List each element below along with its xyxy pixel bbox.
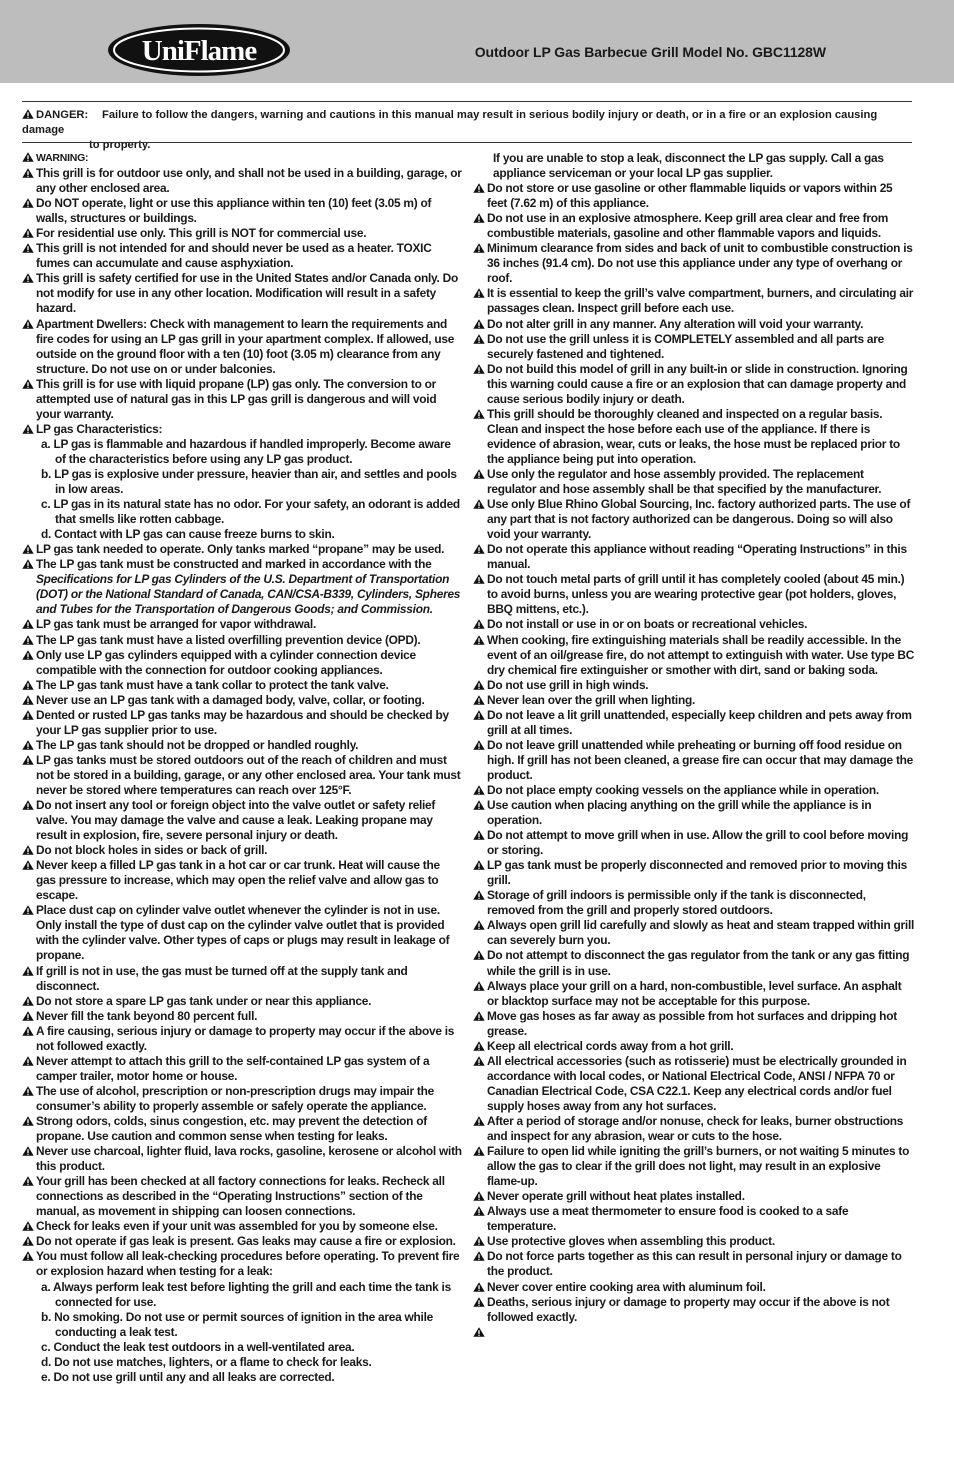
warning-icon [473,980,485,990]
warning-item: After a period of storage and/or nonuse, check for leaks, burner obstructions and inspect for any abrasion, wear or cuts to the hose. [473,1114,915,1144]
warning-icon [22,1175,34,1185]
warning-item: Never cover entire cooking area with aluminum foil. [473,1280,915,1295]
warning-icon [22,1115,34,1125]
warning-icon [22,197,34,207]
warning-item: Never use charcoal, lighter fluid, lava rocks, gasoline, kerosene or alcohol with this product. [22,1144,462,1174]
warning-item: Do not operate this appliance without reading “Operating Instructions” in this manual. [473,542,915,572]
warning-item: Minimum clearance from sides and back of unit to combustible construction is 36 inches (91.4 cm). Do not use this appliance under any type of overhang or roof. [473,241,915,286]
warnings-left-column [22,151,462,1385]
warning-item: Do not attempt to move grill when in use. Allow the grill to cool before moving or storing. [473,828,915,858]
warning-item: This grill is for outdoor use only, and shall not be used in a building, garage, or any other enclosed area. [22,166,462,196]
warning-item: Do not leave a lit grill unattended, especially keep children and pets away from grill at all times. [473,708,915,738]
warning-item: Do not operate if gas leak is present. Gas leaks may cause a fire or explosion. [22,1234,462,1249]
warning-icon [473,829,485,839]
danger-label: DANGER: [36,109,89,121]
warning-item: Strong odors, colds, sinus congestion, etc. may prevent the detection of propane. Use caution and common sense when testing for leaks. [22,1114,462,1144]
warning-icon [22,649,34,659]
warning-item: Do not force parts together as this can result in personal injury or damage to the product. [473,1249,915,1279]
warning-item: LP gas tank must be arranged for vapor withdrawal. [22,617,462,632]
warning-icon [22,1010,34,1020]
warning-icon [473,709,485,719]
warning-item: LP gas tanks must be stored outdoors out of the reach of children and must not be stored in a building, garage, or any other enclosed area. Your tank must never be stored where temperatures can reach over 125°F. [22,753,462,798]
warning-icon [22,1145,34,1155]
warning-item: Use only the regulator and hose assembly provided. The replacement regulator and hose assembly shall be that specified by the manufacturer. [473,467,915,497]
warning-icon [473,949,485,959]
warning-icon [22,152,34,162]
warning-item [473,1325,915,1340]
warning-icon [22,1250,34,1260]
page-title: Outdoor LP Gas Barbecue Grill Model No. GBC1128W [474,44,826,60]
dot-specification-title: Specifications for LP gas Cylinders of the U.S. Department of Transportation (DOT) or the National Standard of Canada, CAN/CSA-B339, Cylinders, Spheres and Tubes for the Transportation of Dangerous Goods; and Commission. [36,572,461,617]
warning-item: All electrical accessories (such as rotisserie) must be electrically grounded in accordance with local codes, or National Electrical Code, ANSI / NFPA 70 or Canadian Electrical Code, CSA C22.1. Keep any electrical cords and/or fuel supply hoses away from any hot surfaces. [473,1054,915,1114]
warning-icon [473,1205,485,1215]
warning-icon [22,709,34,719]
warning-item: Do not attempt to disconnect the gas regulator from the tank or any gas fitting while the grill is in use. [473,948,915,978]
danger-line-2: to property. [89,139,151,151]
warning-icon [22,1085,34,1095]
warning-item: LP gas Characteristics: [22,422,462,437]
warning-icon [22,109,34,119]
warning-icon [473,634,485,644]
warning-item: Do not store a spare LP gas tank under or near this appliance. [22,994,462,1009]
warning-icon [22,679,34,689]
warning-icon [473,287,485,297]
warning-item: The LP gas tank must have a listed overfilling prevention device (OPD). [22,633,462,648]
warning-item: Always open grill lid carefully and slowly as heat and steam trapped within grill can severely burn you. [473,918,915,948]
warning-item: Never keep a filled LP gas tank in a hot car or car trunk. Heat will cause the gas pressure to increase, which may open the relief valve and allow gas to escape. [22,858,462,903]
warning-icon [22,965,34,975]
warning-item: It is essential to keep the grill’s valve compartment, burners, and circulating air passages clean. Inspect grill before each use. [473,286,915,316]
warning-heading: WARNING: [22,151,462,166]
warning-icon [473,1281,485,1291]
warning-icon [22,995,34,1005]
warning-item: Move gas hoses as far away as possible from hot surfaces and dripping hot grease. [473,1009,915,1039]
warning-icon [22,227,34,237]
warning-icon [22,1025,34,1035]
warning-subitem: a. Always perform leak test before lighting the grill and each time the tank is connected for use. [41,1279,451,1309]
warning-item: Use protective gloves when assembling this product. [473,1234,915,1249]
warning-icon [22,242,34,252]
warning-icon [22,558,34,568]
warning-subitem: b. No smoking. Do not use or permit sources of ignition in the area while conducting a leak test. [41,1309,434,1339]
warning-icon [473,618,485,628]
warning-icon [22,1055,34,1065]
warning-item: This grill is for use with liquid propane (LP) gas only. The conversion to or attempted use of natural gas in this LP gas grill is dangerous and will void your warranty. [22,377,462,422]
warning-icon [22,378,34,388]
warning-item: LP gas tank needed to operate. Only tanks marked “propane” may be used. [22,542,462,557]
warning-icon [473,859,485,869]
warning-icon [22,799,34,809]
warning-icon [22,694,34,704]
warning-item: A fire causing, serious injury or damage to property may occur if the above is not followed exactly. [22,1024,462,1054]
warning-icon [22,318,34,328]
warning-icon [473,242,485,252]
warning-subitem: c. Conduct the leak test outdoors in a well-ventilated area. [41,1339,355,1354]
danger-text: Failure to follow the dangers, warning and cautions in this manual may result in serious bodily injury or death, or in a fire or an explosion causing damage [22,109,878,136]
warning-item: Do not leave grill unattended while preheating or burning off food residue on high. If grill has not been cleaned, a grease fire can occur that may damage the product. [473,738,915,783]
warning-icon [22,1220,34,1230]
danger-line-1 [22,108,912,138]
warning-icon [473,889,485,899]
warning-item: Never use an LP gas tank with a damaged body, valve, collar, or footing. [22,693,462,708]
warning-icon [22,634,34,644]
warning-item: Use caution when placing anything on the grill while the appliance is in operation. [473,798,915,828]
warning-item: You must follow all leak-checking procedures before operating. To prevent fire or explosion hazard when testing for a leak: [22,1249,462,1279]
warning-item: Always place your grill on a hard, non-combustible, level surface. An asphalt or blacktop surface may not be acceptable for this purpose. [473,979,915,1009]
warning-icon [473,679,485,689]
divider-top [22,101,912,102]
warning-item: This grill is not intended for and should never be used as a heater. TOXIC fumes can accumulate and cause asphyxiation. [22,241,462,271]
warning-item: For residential use only. This grill is NOT for commercial use. [22,226,462,241]
warning-item: Place dust cap on cylinder valve outlet whenever the cylinder is not in use. Only install the type of dust cap on the cylinder valve outlet that is provided with the cylinder valve. Other types of caps or plugs may result in leakage of propane. [22,903,462,963]
warning-continuation: If you are unable to stop a leak, disconnect the LP gas supply. Call a gas appliance serviceman or your local LP gas supplier. [493,151,884,181]
warning-item: LP gas tank must be properly disconnected and removed prior to moving this grill. [473,858,915,888]
warning-item: Do not use in an explosive atmosphere. Keep grill area clear and free from combustible materials, gasoline and other flammable vapors and liquids. [473,211,915,241]
warning-icon [473,182,485,192]
warning-icon [473,1115,485,1125]
warning-icon [473,1055,485,1065]
warning-icon [473,1190,485,1200]
warning-item: When cooking, fire extinguishing materials shall be readily accessible. In the event of an oil/grease fire, do not attempt to extinguish with water. Use type BC dry chemical fire extinguisher or smother with dirt, sand or baking soda. [473,633,915,678]
warning-item: Do not use grill in high winds. [473,678,915,693]
warning-icon [473,1235,485,1245]
warning-item: Do not store or use gasoline or other flammable liquids or vapors within 25 feet (7.62 m) of this appliance. [473,181,915,211]
warning-icon [22,618,34,628]
warning-icon [473,919,485,929]
warning-icon [473,1296,485,1306]
warning-icon [473,318,485,328]
warning-icon [473,1250,485,1260]
warning-icon [473,408,485,418]
warning-icon [473,694,485,704]
warning-item: Use only Blue Rhino Global Sourcing, Inc. factory authorized parts. The use of any part that is not factory authorized can be dangerous. Doing so will also void your warranty. [473,497,915,542]
page-header [0,0,954,83]
warning-subitem: a. LP gas is flammable and hazardous if handled improperly. Become aware of the characteristics before using any LP gas product. [41,436,451,466]
warning-item: Always use a meat thermometer to ensure food is cooked to a safe temperature. [473,1204,915,1234]
warning-icon [22,167,34,177]
warning-subitem: c. LP gas in its natural state has no odor. For your safety, an odorant is added that smells like rotten cabbage. [41,497,460,527]
warning-item: Never operate grill without heat plates installed. [473,1189,915,1204]
warning-item: Never fill the tank beyond 80 percent full. [22,1009,462,1024]
warning-item: Your grill has been checked at all factory connections for leaks. Recheck all connections as described in the “Operating Instructions” section of the manual, as movement in shipping can loosen connections. [22,1174,462,1219]
warning-icon [473,1040,485,1050]
warning-icon [473,573,485,583]
warning-icon [473,468,485,478]
danger-notice [22,108,912,153]
brand-name: UniFlame [141,35,257,67]
warning-icon [22,754,34,764]
warning-item: The LP gas tank must be constructed and marked in accordance with the Specifications for LP gas Cylinders of the U.S. Department of Transportation (DOT) or the National Standard of Canada, CAN/CSA-B339, Cylinders, Spheres and Tubes for the Transportation of Dangerous Goods; and Commission. [22,557,462,617]
warnings-right-column [473,151,915,1340]
warning-subitem: b. LP gas is explosive under pressure, heavier than air, and settles and pools in low areas. [41,466,457,497]
warning-icon [22,1235,34,1245]
warning-item: Do not install or use in or on boats or recreational vehicles. [473,617,915,632]
warning-icon [473,1145,485,1155]
warning-item: If grill is not in use, the gas must be turned off at the supply tank and disconnect. [22,964,462,994]
warning-item: Storage of grill indoors is permissible only if the tank is disconnected, removed from the grill and properly stored outdoors. [473,888,915,918]
warning-item: Never attempt to attach this grill to the self-contained LP gas system of a camper trailer, motor home or house. [22,1054,462,1084]
warning-item: Do not place empty cooking vessels on the appliance while in operation. [473,783,915,798]
warning-subitem: d. Contact with LP gas can cause freeze burns to skin. [41,527,335,542]
warning-item: Do NOT operate, light or use this appliance within ten (10) feet (3.05 m) of walls, structures or buildings. [22,196,462,226]
uniflame-logo [106,22,292,78]
warning-item: Never lean over the grill when lighting. [473,693,915,708]
warning-icon [22,859,34,869]
warning-item: Do not block holes in sides or back of grill. [22,843,462,858]
warning-icon [22,272,34,282]
warning-item: The LP gas tank must have a tank collar to protect the tank valve. [22,678,462,693]
warning-item: Do not touch metal parts of grill until it has completely cooled (about 45 min.) to avoid burns, unless you are wearing protective gear (pot holders, gloves, BBQ mittens, etc.). [473,572,915,617]
warning-icon [473,543,485,553]
warning-item: Check for leaks even if your unit was assembled for you by someone else. [22,1219,462,1234]
warning-icon [473,799,485,809]
warning-item: The LP gas tank should not be dropped or handled roughly. [22,738,462,753]
warning-icon [473,212,485,222]
warning-icon [22,423,34,433]
warning-icon [473,784,485,794]
warning-icon [473,498,485,508]
warning-icon [22,844,34,854]
warning-subitem: e. Do not use grill until any and all leaks are corrected. [41,1369,335,1384]
warning-item: Do not build this model of grill in any built-in or slide in construction. Ignoring this warning could cause a fire or an explosion that can damage property and cause serious bodily injury or death. [473,362,915,407]
warning-item: Do not alter grill in any manner. Any alteration will void your warranty. [473,317,915,332]
warning-icon [473,1010,485,1020]
warning-item: Keep all electrical cords away from a hot grill. [473,1039,915,1054]
warning-item: The use of alcohol, prescription or non-prescription drugs may impair the consumer’s ability to properly assemble or safely operate the appliance. [22,1084,462,1114]
divider-bottom [22,142,912,143]
warning-icon [473,363,485,373]
warning-item: Dented or rusted LP gas tanks may be hazardous and should be checked by your LP gas supplier prior to use. [22,708,462,738]
warning-subitem: d. Do not use matches, lighters, or a flame to check for leaks. [41,1354,372,1369]
warning-item: Failure to open lid while igniting the grill’s burners, or not waiting 5 minutes to allow the gas to clear if the grill does not light, may result in an explosive flame-up. [473,1144,915,1189]
warning-icon [473,739,485,749]
warning-item: This grill is safety certified for use in the United States and/or Canada only. Do not modify for use in any other location. Modification will result in a safety hazard. [22,271,462,316]
warning-icon [473,333,485,343]
warning-item: Apartment Dwellers: Check with management to learn the requirements and fire codes for using an LP gas grill in your apartment complex. If allowed, use outside on the ground floor with a ten (10) foot (3.05 m) clearance from any structure. Do not use on or under balconies. [22,317,462,377]
warning-item: This grill should be thoroughly cleaned and inspected on a regular basis. Clean and inspect the hose before each use of the appliance. If there is evidence of abrasion, wear, cuts or leaks, the hose must be replaced prior to the appliance being put into operation. [473,407,915,467]
warning-item: Do not use the grill unless it is COMPLETELY assembled and all parts are securely fastened and tightened. [473,332,915,362]
warning-item: Only use LP gas cylinders equipped with a cylinder connection device compatible with the connection for outdoor cooking appliances. [22,648,462,678]
warning-icon [22,739,34,749]
warning-icon [22,543,34,553]
warning-icon [22,904,34,914]
warning-icon [473,1326,485,1336]
warning-item: Deaths, serious injury or damage to property may occur if the above is not followed exactly. [473,1295,915,1325]
warning-item: Do not insert any tool or foreign object into the valve outlet or safety relief valve. You may damage the valve and cause a leak. Leaking propane may result in explosion, fire, severe personal injury or death. [22,798,462,843]
